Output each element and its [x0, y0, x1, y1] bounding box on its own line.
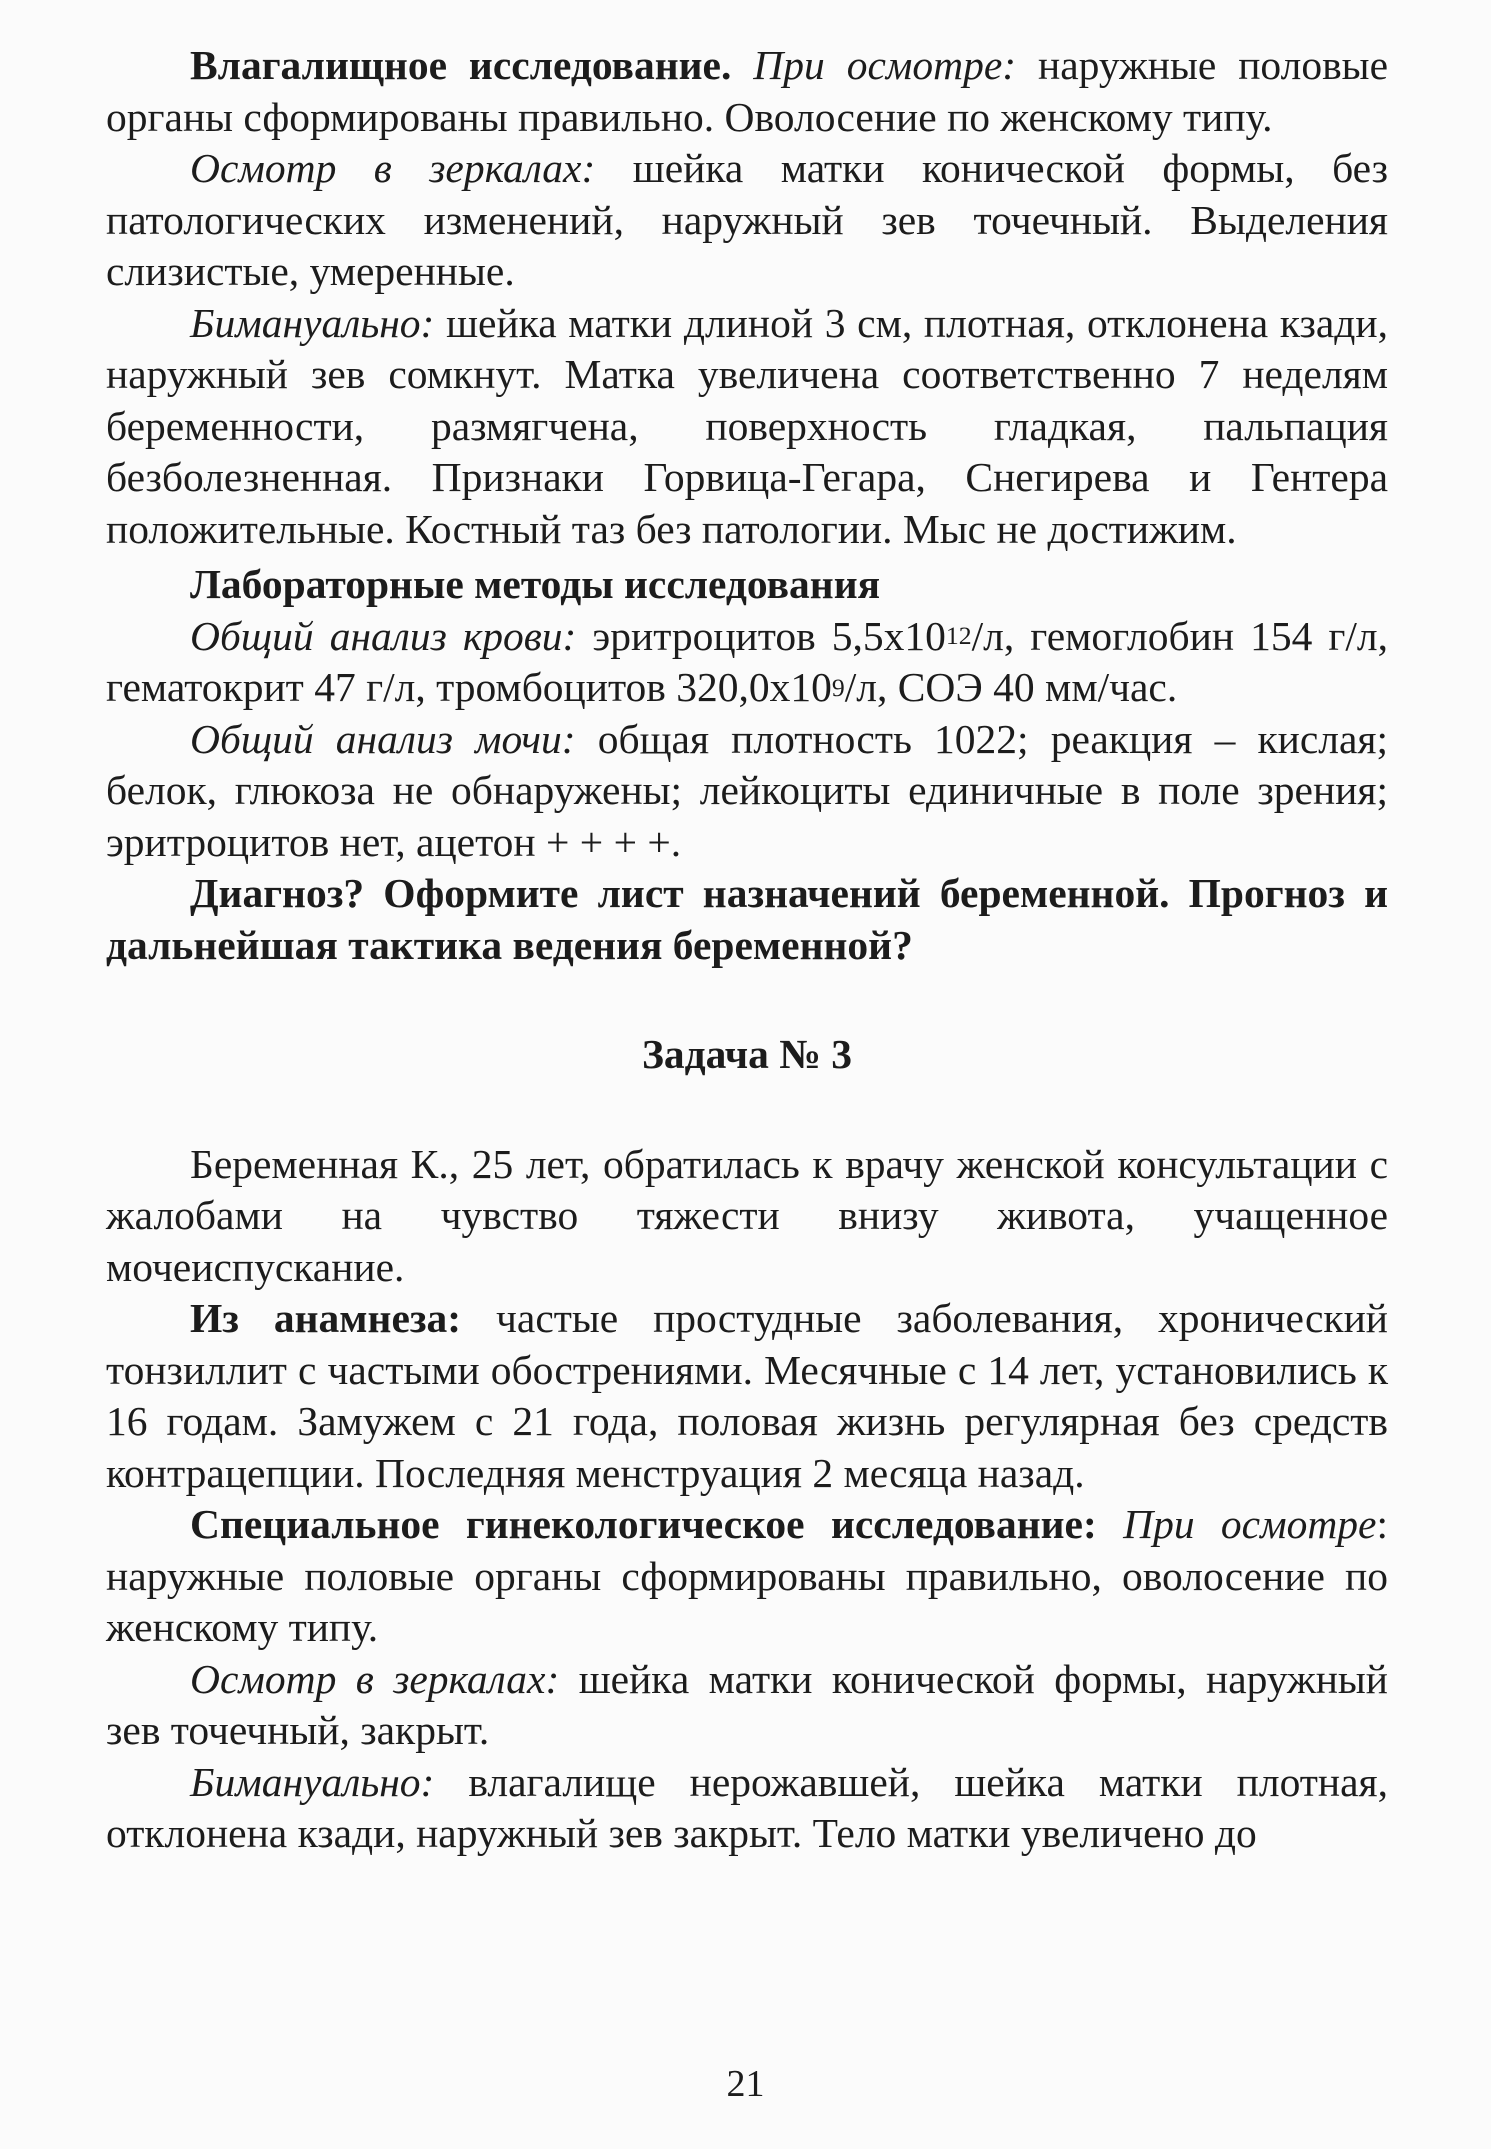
task-bimanual-text: влагалище нерожавшей, шейка матки плотная, отклонена кзади, наружный зев закрыт. Тело матки увеличено до: [106, 1758, 1388, 1856]
blood-text-2: /л, гемоглобин 154 г/л, гематокрит 47 г/л, тромбоцитов 320,0х10: [106, 612, 1389, 710]
inspect-label: При осмотре:: [753, 42, 1017, 88]
anamnesis-text: частые простудные заболевания, хронический тонзиллит с частыми обострениями. Месячные с 14 лет, установились к 16 годам. Замужем с 21 года, половая жизнь регулярная без средств контрацепции. Последняя менструация 2 месяца назад.: [106, 1295, 1389, 1496]
blood-test-paragraph: [106, 611, 1388, 714]
page-text: [106, 40, 1388, 1860]
blood-text-1: эритроцитов 5,5х10: [592, 612, 946, 659]
urine-test-label: Общий анализ мочи:: [190, 715, 576, 762]
urine-test-paragraph: [106, 714, 1388, 869]
blood-sup-2: 9: [831, 672, 845, 702]
question-paragraph: [106, 868, 1388, 971]
vaginal-exam-heading: Влагалищное исследование.: [190, 42, 732, 88]
blood-sup-1: 12: [945, 621, 972, 651]
vaginal-exam-paragraph: [106, 40, 1388, 143]
page-number: 21: [726, 2063, 765, 2105]
anamnesis-paragraph: [106, 1293, 1388, 1499]
bimanual-text: шейка матки длиной 3 см, плотная, отклонена кзади, наружный зев сомкнут. Матка увеличена соответственно 7 неделям беременности, размягчена, поверхность гладкая, пальпация безболезненная. Признаки Горвица-Гегара, Снегирева и Гентера положительные. Костный таз без патологии. Мыс не достижим.: [106, 299, 1389, 552]
question-text: Диагноз? Оформите лист назначений беременной. Прогноз и дальнейшая тактика ведения беременной?: [106, 870, 1388, 968]
inspect-text: наружные половые органы сформированы правильно. Оволосение по женскому типу.: [106, 42, 1388, 140]
task-mirror-label: Осмотр в зеркалах:: [190, 1655, 560, 1702]
mirror-paragraph: [106, 143, 1388, 298]
lab-heading-paragraph: [106, 559, 1388, 611]
task-title: Задача № 3: [641, 1031, 853, 1077]
task-intro: Беременная К., 25 лет, обратилась к врачу женской консультации с жалобами на чувство тяжести внизу живота, учащенное мочеиспускание.: [106, 1140, 1388, 1290]
anamnesis-label: Из анамнеза:: [190, 1295, 462, 1341]
task-bimanual-label: Бимануально:: [190, 1758, 435, 1805]
blood-text-3: /л, СОЭ 40 мм/час.: [844, 664, 1178, 710]
blood-test-label: Общий анализ крови:: [190, 612, 577, 659]
lab-heading: Лабораторные методы исследования: [190, 561, 881, 607]
task-mirror-text: шейка матки конической формы, наружный зев точечный, закрыт.: [106, 1655, 1389, 1753]
mirror-label: Осмотр в зеркалах:: [190, 145, 596, 191]
bimanual-paragraph: [106, 298, 1388, 556]
task-mirror-paragraph: [106, 1654, 1388, 1757]
bimanual-label: Бимануально:: [190, 299, 435, 346]
task-bimanual-paragraph: [106, 1757, 1388, 1860]
special-inspect-label: При осмотре: [1123, 1501, 1377, 1547]
special-exam-label: Специальное гинекологическое исследование:: [190, 1501, 1097, 1547]
special-inspect-text: : наружные половые органы сформированы правильно, оволосение по женскому типу.: [106, 1501, 1389, 1650]
special-exam-paragraph: [106, 1499, 1388, 1654]
mirror-text: шейка матки конической формы, без патологических изменений, наружный зев точечный. Выделения слизистые, умеренные.: [106, 145, 1388, 294]
urine-test-text: общая плотность 1022; реакция – кислая; белок, глюкоза не обнаружены; лейкоциты единичные в поле зрения; эритроцитов нет, ацетон + + + +.: [106, 715, 1388, 865]
task-intro-paragraph: [106, 1139, 1388, 1294]
